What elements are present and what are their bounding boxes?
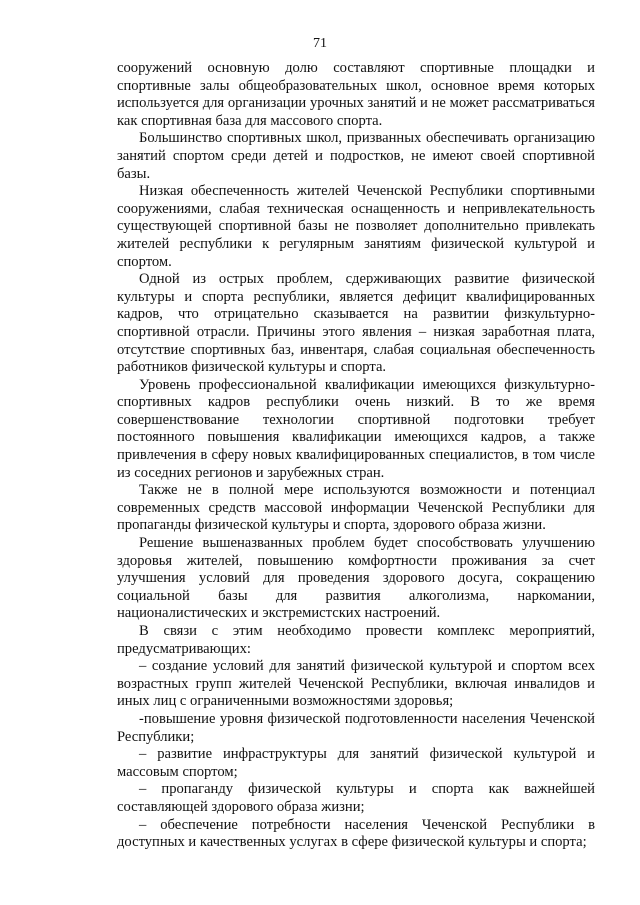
body-text [117,60,595,852]
paragraph: Решение вышеназванных проблем будет способствовать улучшению здоровья жителей, повышению комфортности проживания за счет улучшения условий для проведения здорового досуга, сокращению социальной базы для развития алкоголизма, наркомании, националистических и экстремистских настроений. [117,535,595,622]
list-item: – обеспечение потребности населения Чеченской Республики в доступных и качественных услугах в сфере физической культуры и спорта; [117,816,595,851]
list-item: – развитие инфраструктуры для занятий физической культурой и массовым спортом; [117,746,595,780]
paragraph: Одной из острых проблем, сдерживающих развитие физической культуры и спорта республики, является дефицит квалифицированных кадров, что отрицательно сказывается на развитии физкультурно-спортивной отрасли. Причины этого явления – низкая заработная плата, отсутствие спортивных баз, инвентаря, слабая социальная обеспеченность работников физической культуры и спорта. [117,271,595,376]
list-item: – создание условий для занятий физической культурой и спортом всех возрастных групп жителей Чеченской Республики, включая инвалидов и иных лиц с ограниченными возможностями здоровья; [117,658,595,710]
paragraph: Также не в полной мере используются возможности и потенциал современных средств массовой информации Чеченской Республики для пропаганды физической культуры и спорта, здорового образа жизни. [117,482,595,534]
page-number: 71 [313,36,327,51]
paragraph: сооружений основную долю составляют спортивные площадки и спортивные залы общеобразовательных школ, основное время которых используется для организации урочных занятий и не может рассматриваться как спортивная база для массового спорта. [117,60,595,129]
paragraph: В связи с этим необходимо провести комплекс мероприятий, предусматривающих: [117,623,595,657]
paragraph: Уровень профессиональной квалификации имеющихся физкультурно-спортивных кадров республики очень низкий. В то же время совершенствование технологии спортивной подготовки требует постоянного повышения квалификации имеющихся кадров, а также привлечения в сферу новых квалифицированных специалистов, в том числе из соседних регионов и зарубежных стран. [117,376,595,481]
list-item: – пропаганду физической культуры и спорта как важнейшей составляющей здорового образа жизни; [117,781,595,815]
list-item: -повышение уровня физической подготовленности населения Чеченской Республики; [117,710,595,745]
paragraph: Низкая обеспеченность жителей Чеченской Республики спортивными сооружениями, слабая техническая оснащенность и непривлекательность существующей спортивной базы не позволяет дополнительно привлекать жителей республики к регулярным занятиям физической культурой и спортом. [117,183,595,270]
paragraph: Большинство спортивных школ, призванных обеспечивать организацию занятий спортом среди детей и подростков, не имеют своей спортивной базы. [117,130,595,182]
